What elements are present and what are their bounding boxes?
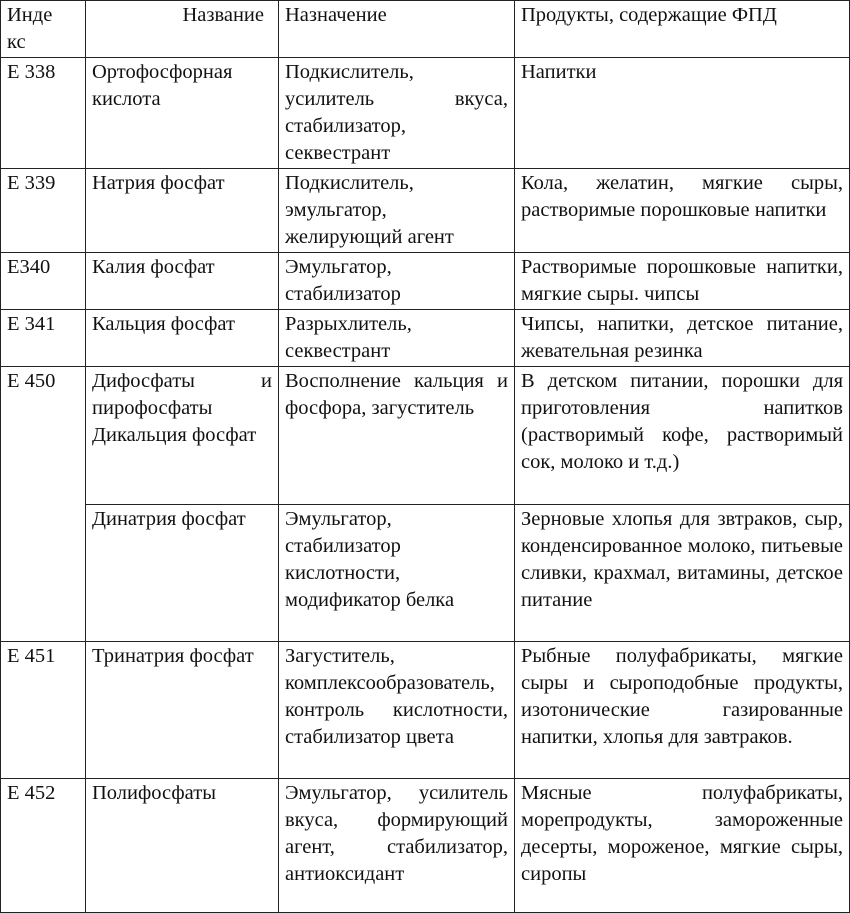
cell-index: Е 339	[1, 169, 86, 253]
table-row	[1, 505, 850, 642]
cell-products: Зерновые хлопья для звтраков, сыр, конденсированное молоко, питьевые сливки, крахмал, витамины, детское питание	[515, 505, 850, 642]
cell-name: Кальция фосфат	[86, 310, 279, 367]
cell-products: Рыбные полуфабрикаты, мягкие сыры и сыроподобные продукты, изотонические газированные напитки, хлопья для завтраков.	[515, 642, 850, 779]
cell-index: Е 452	[1, 779, 86, 913]
cell-purpose: Эмульгатор, стабилизатор	[279, 253, 515, 310]
cell-products: В детском питании, порошки для приготовления напитков (растворимый кофе, растворимый сок, молоко и т.д.)	[515, 367, 850, 505]
table-row	[1, 367, 850, 505]
cell-index: Е 450	[1, 367, 86, 642]
table-row	[1, 253, 850, 310]
cell-index: Е 341	[1, 310, 86, 367]
cell-products: Чипсы, напитки, детское питание, жевательная резинка	[515, 310, 850, 367]
cell-products: Мясные полуфабрикаты, морепродукты, замороженные десерты, мороженое, мягкие сыры, сиропы	[515, 779, 850, 913]
cell-purpose: Восполнение кальция и фосфора, загуститель	[279, 367, 515, 505]
table-row	[1, 310, 850, 367]
cell-index: Е 338	[1, 58, 86, 169]
cell-index: Е 451	[1, 642, 86, 779]
cell-purpose: Подкислитель, эмульгатор, желирующий агент	[279, 169, 515, 253]
table-row	[1, 642, 850, 779]
cell-name: Тринатрия фосфат	[86, 642, 279, 779]
cell-purpose: Подкислитель, усилитель вкуса, стабилизатор, секвестрант	[279, 58, 515, 169]
table-header-row	[1, 1, 850, 58]
cell-index: Е340	[1, 253, 86, 310]
cell-products: Кола, желатин, мягкие сыры, растворимые порошковые напитки	[515, 169, 850, 253]
cell-products: Растворимые порошковые напитки, мягкие сыры. чипсы	[515, 253, 850, 310]
cell-name: Калия фосфат	[86, 253, 279, 310]
header-name: Название	[86, 1, 279, 58]
table-row	[1, 169, 850, 253]
cell-name: Динатрия фосфат	[86, 505, 279, 642]
cell-purpose: Эмульгатор, усилитель вкуса, формирующий агент, стабилизатор, антиоксидант	[279, 779, 515, 913]
header-purpose: Назначение	[279, 1, 515, 58]
header-index-line2: кс	[7, 31, 26, 53]
cell-name: Дифосфаты и пирофосфаты Дикальция фосфат	[86, 367, 279, 505]
table-row	[1, 779, 850, 913]
cell-purpose: Эмульгатор, стабилизатор кислотности, модификатор белка	[279, 505, 515, 642]
header-products: Продукты, содержащие ФПД	[515, 1, 850, 58]
cell-name: Ортофосфорная кислота	[86, 58, 279, 169]
header-index-line1: Инде	[7, 4, 53, 26]
table-row	[1, 58, 850, 169]
cell-name: Полифосфаты	[86, 779, 279, 913]
cell-purpose: Разрыхлитель, секвестрант	[279, 310, 515, 367]
header-index	[1, 1, 86, 58]
cell-name: Натрия фосфат	[86, 169, 279, 253]
cell-products: Напитки	[515, 58, 850, 169]
cell-purpose: Загуститель, комплексообразователь, контроль кислотности, стабилизатор цвета	[279, 642, 515, 779]
